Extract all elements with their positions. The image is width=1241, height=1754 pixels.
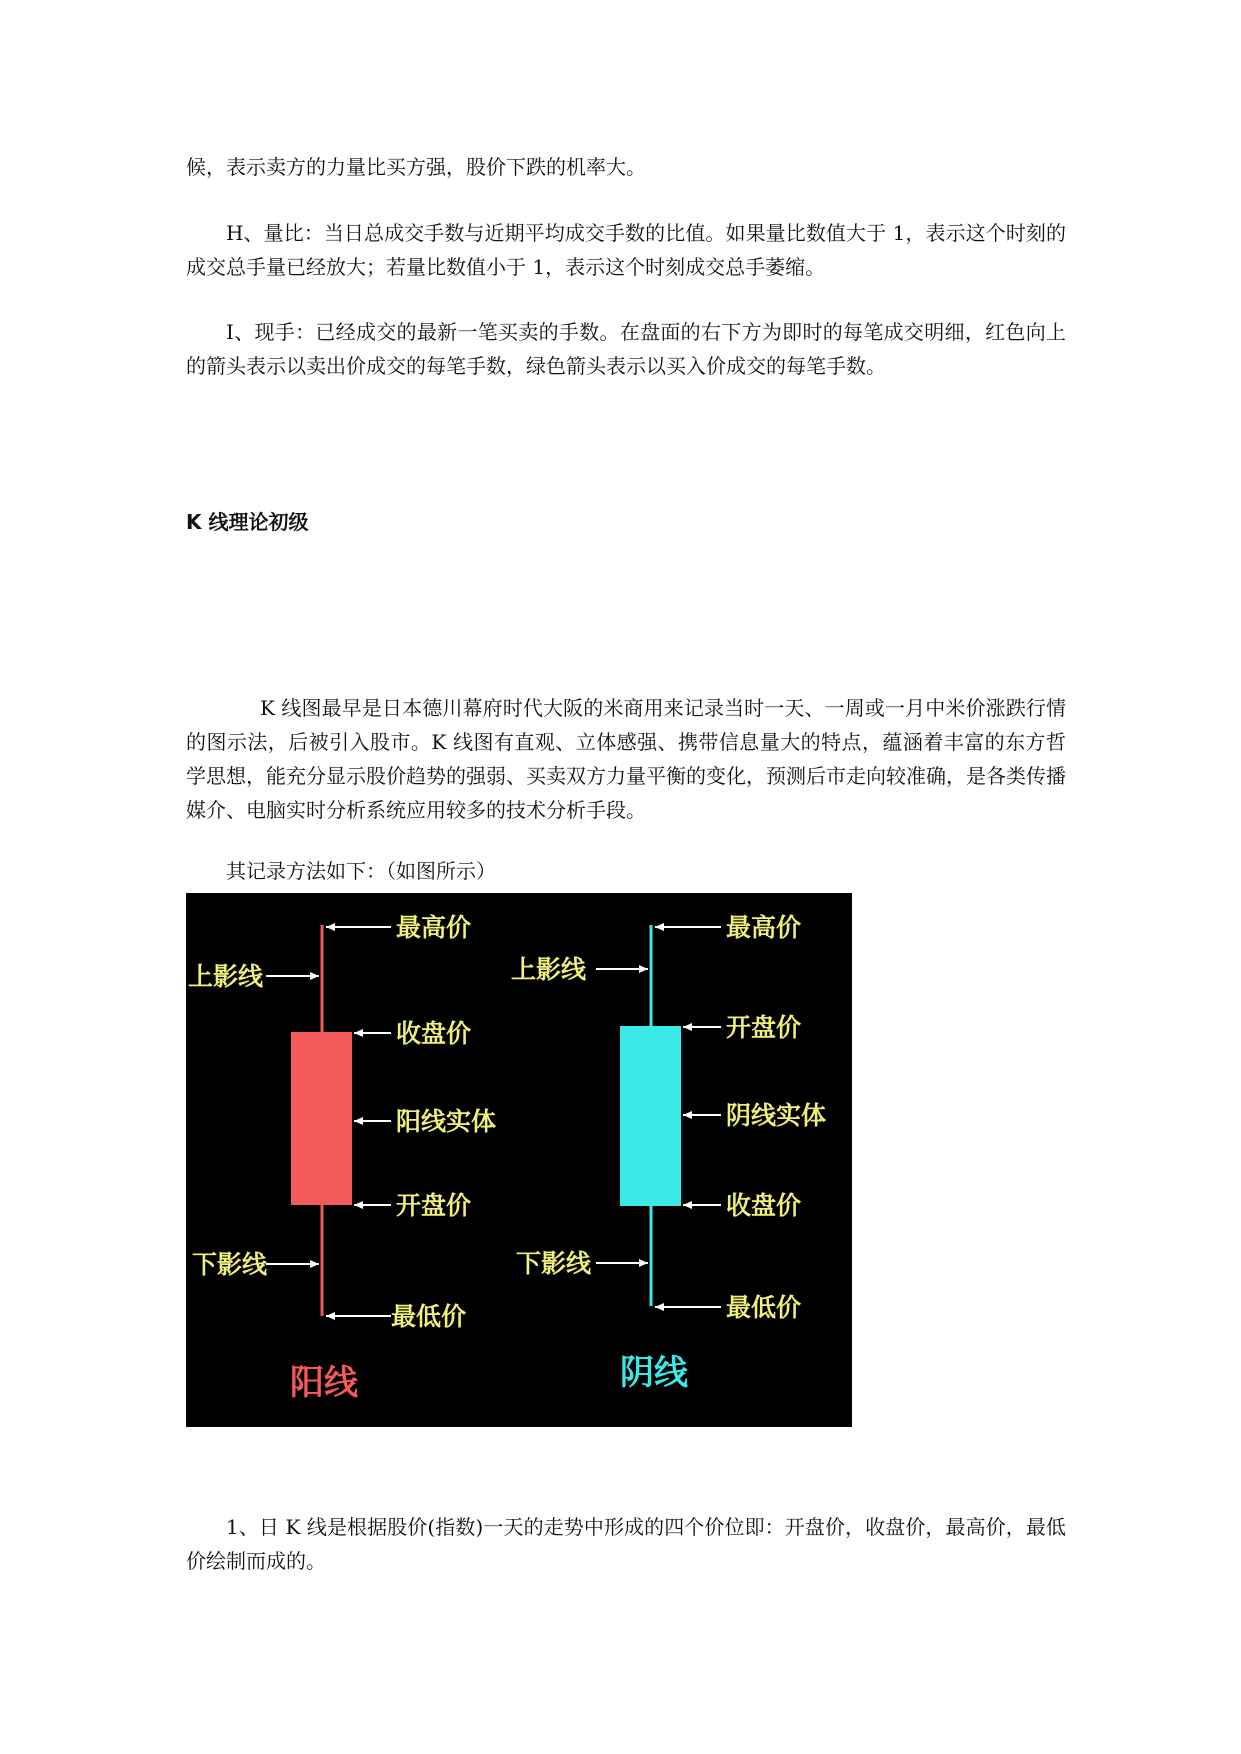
yang-open-label: 开盘价	[396, 1191, 472, 1220]
yin-lower-shadow-label: 下影线	[516, 1249, 592, 1278]
yang-high-label: 最高价	[396, 913, 472, 942]
yin-candle	[620, 925, 681, 1306]
yang-low-label: 最低价	[391, 1302, 467, 1331]
paragraph-current-hand: I、现手：已经成交的最新一笔买卖的手数。在盘面的右下方为即时的每笔成交明细，红色向上的箭头表示以卖出价成交的每笔手数，绿色箭头表示以买入价成交的每笔手数。	[186, 320, 1066, 378]
paragraph-volume-ratio: H、量比：当日总成交手数与近期平均成交手数的比值。如果量比数值大于 1，表示这个时刻的成交总手量已经放大；若量比数值小于 1，表示这个时刻成交总手萎缩。	[186, 221, 1066, 279]
section-heading: K 线理论初级	[186, 510, 309, 534]
candlestick-figure	[186, 893, 852, 1427]
yin-open-label: 开盘价	[726, 1013, 802, 1042]
yang-body-label: 阳线实体	[396, 1107, 497, 1136]
paragraph-daily-kline: 1、日 K 线是根据股价(指数)一天的走势中形成的四个价位即：开盘价，收盘价，最高价，最低价绘制而成的。	[186, 1515, 1066, 1573]
yin-upper-shadow-label: 上影线	[511, 955, 587, 984]
yin-low-label: 最低价	[726, 1293, 802, 1322]
yang-close-label: 收盘价	[396, 1019, 472, 1048]
yang-lower-shadow-label: 下影线	[192, 1250, 268, 1279]
yin-body-label: 阴线实体	[726, 1101, 827, 1130]
yin-body	[620, 1026, 681, 1206]
yang-body	[291, 1032, 352, 1205]
yin-high-label: 最高价	[726, 913, 802, 942]
yang-candle	[291, 925, 352, 1316]
paragraph-recording-method: 其记录方法如下：（如图所示）	[226, 859, 496, 883]
yang-title: 阳线	[290, 1363, 358, 1403]
paragraph-kline-intro: K 线图最早是日本德川幕府时代大阪的米商用来记录当时一天、一周或一月中米价涨跌行情的图示法，后被引入股市。K 线图有直观、立体感强、携带信息量大的特点，蕴涵着丰富的东方哲学思想，能充分显示股价趋势的强弱、买卖双方力量平衡的变化，预测后市走向较准确，是各类传播媒介、电脑实时分析系统应用较多的技术分析手段。	[186, 696, 1066, 822]
yang-upper-shadow-label: 上影线	[188, 962, 264, 991]
yin-title: 阴线	[620, 1353, 688, 1393]
paragraph-continuation: 候，表示卖方的力量比买方强，股价下跌的机率大。	[186, 155, 646, 179]
yin-close-label: 收盘价	[726, 1191, 802, 1220]
